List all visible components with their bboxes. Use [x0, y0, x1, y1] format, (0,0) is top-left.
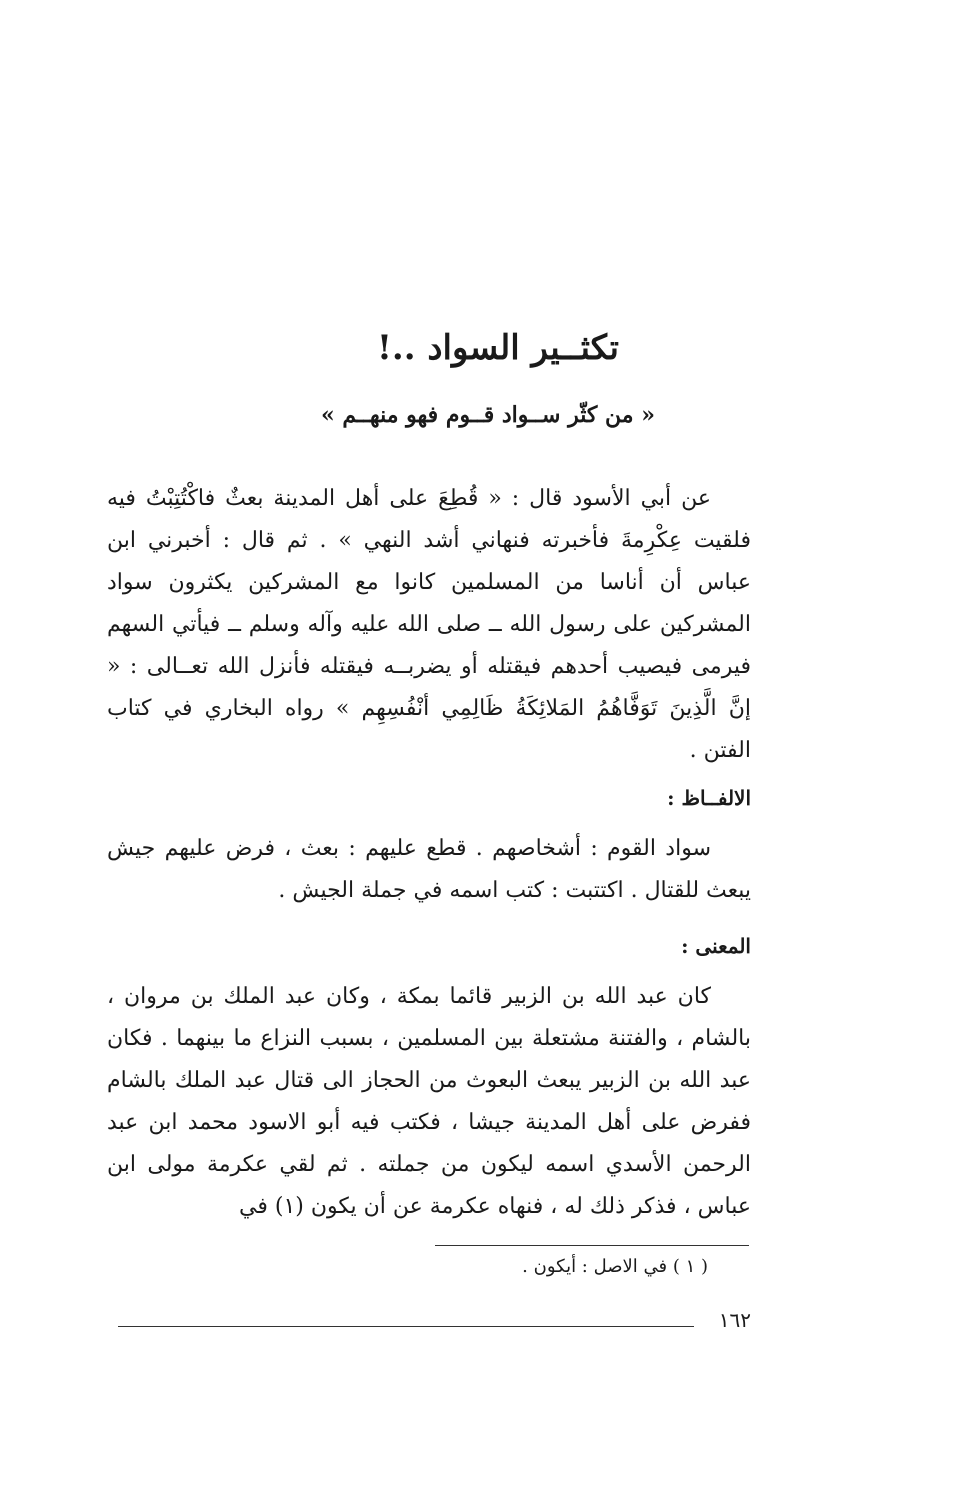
footnote: ( ١ ) في الاصل : أيكون . — [522, 1256, 708, 1277]
page-number: ١٦٢ — [718, 1308, 751, 1332]
page-title: تكثــير السواد ..! — [376, 328, 619, 368]
footnote-divider — [435, 1245, 749, 1246]
meaning-paragraph — [107, 976, 751, 1228]
section-heading-mana: المعنى : — [681, 934, 751, 958]
meaning-text: كان عبد الله بن الزبير قائما بمكة ، وكان عبد الملك بن مروان ، بالشام ، والفتنة مشتعلة بين المسلمين ، بسبب النزاع ما بينهما . فكان عبد الله بن الزبير يبعث البعوث من الحجاز الى قتال عبد الملك بالشام ففرض على أهل المدينة جيشا ، فكتب فيه أبو الاسود محمد ابن عبد الرحمن الأسدي اسمه ليكون من جملته . ثم لقي عكرمة مولى ابن عباس ، فذكر ذلك له ، فنهاه عكرمة عن أن يكون (١) في — [107, 984, 751, 1219]
section-heading-alfaz: الالفــاظ : — [667, 786, 751, 810]
bottom-divider — [118, 1326, 694, 1327]
hadith-paragraph — [107, 478, 751, 772]
vocabulary-paragraph — [107, 828, 751, 912]
page-subtitle: « من كثّر ســواد قــوم فهو منهــم » — [320, 402, 655, 428]
vocabulary-text: سواد القوم : أشخاصهم . قطع عليهم : بعث ، فرض عليهم جيش يبعث للقتال . اكتتبت : كتب اسمه في جملة الجيش . — [107, 836, 751, 903]
hadith-text: عن أبي الأسود قال : « قُطِعَ على أهل المدينة بعثٌ فاكْتُتِبْتُ فيه فلقيت عِكْرِمةَ فأخبرته فنهاني أشد النهي » . ثم قال : أخبرني ابن عباس أن أناسا من المسلمين كانوا مع المشركين يكثرون سواد المشركين على رسول الله ــ صلى الله عليه وآله وسلم ــ فيأتي السهم فيرمى فيصيب أحدهم فيقتله أو يضربــه فيقتله فأنزل الله تعــالى : « إنَّ الَّذِينَ تَوَفَّاهُمُ المَلائِكَةُ ظَالِمِي أنْفُسِهِم » رواه البخاري في كتاب الفتن . — [107, 486, 751, 763]
